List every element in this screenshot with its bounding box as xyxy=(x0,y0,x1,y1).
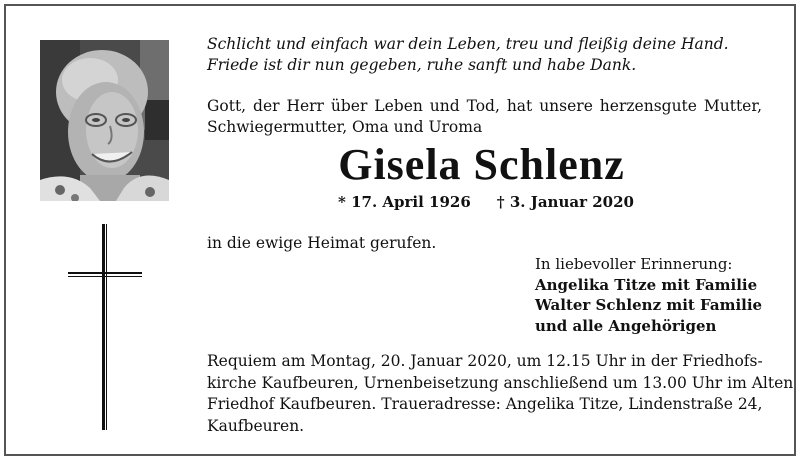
family-line: Angelika Titze mit Familie xyxy=(535,275,758,294)
portrait-photo xyxy=(40,40,169,201)
deceased-name: Gisela Schlenz xyxy=(338,140,625,189)
birth-date: * 17. April 1926 xyxy=(338,193,471,211)
requiem-line: kirche Kaufbeuren, Urnenbeisetzung anschließend um 13.00 Uhr im Alten xyxy=(207,373,794,392)
family-line: Walter Schlenz mit Familie xyxy=(535,296,763,314)
intro-text xyxy=(207,96,762,138)
family-line: und alle Angehörigen xyxy=(535,316,717,335)
intro-line: Schwiegermutter, Oma und Uroma xyxy=(207,118,483,136)
requiem-text xyxy=(207,351,794,437)
heimat-text: in die ewige Heimat gerufen. xyxy=(207,234,437,252)
verse-line: Schlicht und einfach war dein Leben, treu und fleißig deine Hand. xyxy=(207,35,729,53)
requiem-line: Friedhof Kaufbeuren. Traueradresse: Angelika Titze, Lindenstraße 24, xyxy=(207,395,763,413)
intro-line: Gott, der Herr über Leben und Tod, hat unsere herzensgute Mutter, xyxy=(207,97,762,115)
life-dates xyxy=(338,192,638,212)
requiem-line: Kaufbeuren. xyxy=(207,416,305,435)
requiem-line: Requiem am Montag, 20. Januar 2020, um 12.15 Uhr in der Friedhofs- xyxy=(207,352,763,370)
death-date: † 3. Januar 2020 xyxy=(496,193,634,211)
verse-line: Friede ist dir nun gegeben, ruhe sanft und habe Dank. xyxy=(207,56,637,74)
latin-cross-icon xyxy=(68,224,142,430)
memory-block xyxy=(535,254,775,336)
memory-heading: In liebevoller Erinnerung: xyxy=(535,255,733,273)
verse xyxy=(207,34,767,76)
